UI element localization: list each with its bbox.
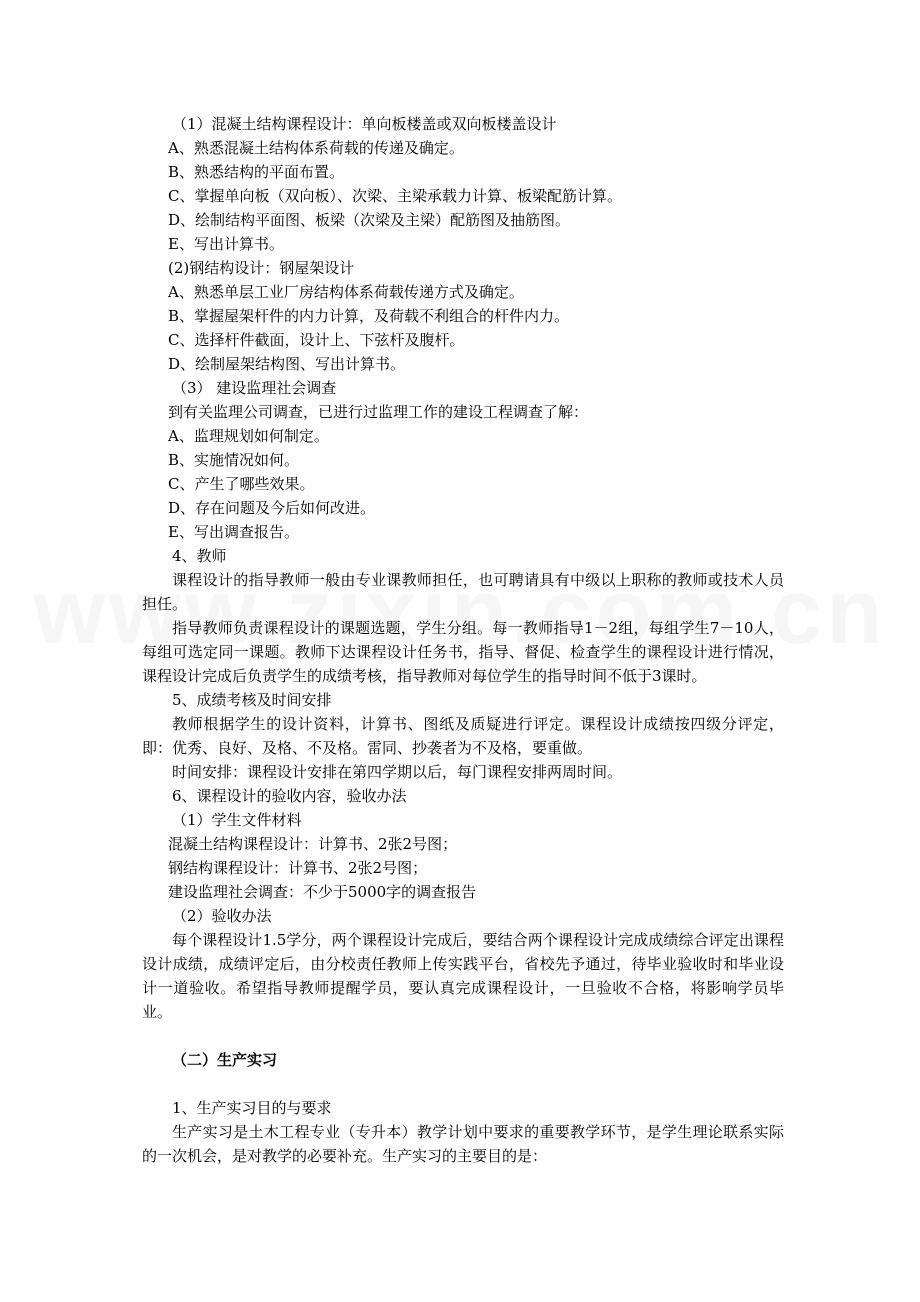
item-steel-b: B、掌握屋架杆件的内力计算，及荷载不利组合的杆件内力。 xyxy=(168,307,570,325)
paragraph-acceptance: 每个课程设计1.5学分，两个课程设计完成后，要结合两个课程设计完成成绩综合评定出课程设计成绩，成绩评定后，由分校责任教师上传实践平台，省校先予通过，待毕业验收时和毕业设计一道验收。希望指导教师提醒学员，要认真完成课程设计，一旦验收不合格，将影响学员毕业。 xyxy=(142,931,784,1021)
section-heading-production-practice: （二）生产实习 xyxy=(172,1051,278,1069)
item-steel-d: D、绘制屋架结构图、写出计算书。 xyxy=(168,355,406,373)
document-body xyxy=(142,112,784,1168)
paragraph-time: 时间安排：课程设计安排在第四学期以后，每门课程安排两周时间。 xyxy=(172,763,623,781)
survey-e: E、写出调查报告。 xyxy=(168,523,299,541)
item-steel-a: A、熟悉单层工业厂房结构体系荷载传递方式及确定。 xyxy=(168,283,524,301)
item-d: D、绘制结构平面图、板梁（次梁及主梁）配筋图及抽筋图。 xyxy=(168,211,571,229)
item-b: B、熟悉结构的平面布置。 xyxy=(168,163,345,181)
subheading-materials: （1）学生文件材料 xyxy=(172,811,302,829)
item-c: C、掌握单向板（双向板）、次梁、主梁承载力计算、板梁配筋计算。 xyxy=(168,187,622,205)
item-supervision-survey: （3） 建设监理社会调查 xyxy=(172,379,337,397)
paragraph-grading: 教师根据学生的设计资料，计算书、图纸及质疑进行评定。课程设计成绩按四级分评定，即：优秀、良好、及格、不及格。雷同、抄袭者为不及格，要重做。 xyxy=(142,715,784,757)
item-e: E、写出计算书。 xyxy=(168,235,284,253)
spacer xyxy=(172,1072,784,1096)
spacer xyxy=(172,1024,784,1048)
heading-grading: 5、成绩考核及时间安排 xyxy=(172,691,332,709)
survey-b: B、实施情况如何。 xyxy=(168,451,300,469)
survey-c: C、产生了哪些效果。 xyxy=(168,475,315,493)
material-survey: 建设监理社会调查：不少于5000字的调查报告 xyxy=(168,883,477,901)
item-steel-c: C、选择杆件截面，设计上、下弦杆及腹杆。 xyxy=(168,331,465,349)
heading-acceptance: 6、课程设计的验收内容，验收办法 xyxy=(172,787,407,805)
material-concrete: 混凝土结构课程设计：计算书、2张2号图； xyxy=(168,835,458,853)
subheading-acceptance-method: （2）验收办法 xyxy=(172,907,272,925)
survey-intro: 到有关监理公司调查，已进行过监理工作的建设工程调查了解： xyxy=(168,403,589,421)
item-steel-design: (2)钢结构设计：钢屋架设计 xyxy=(168,259,355,277)
paragraph-practice: 生产实习是土木工程专业（专升本）教学计划中要求的重要教学环节，是学生理论联系实际的一次机会，是对教学的必要补充。生产实习的主要目的是： xyxy=(142,1123,784,1165)
survey-d: D、存在问题及今后如何改进。 xyxy=(168,499,376,517)
heading-teacher: 4、教师 xyxy=(172,547,227,565)
heading-practice-goals: 1、生产实习目的与要求 xyxy=(172,1099,332,1117)
item-a: A、熟悉混凝土结构体系荷载的传递及确定。 xyxy=(168,139,464,157)
paragraph-teacher-2: 指导教师负责课程设计的课题选题，学生分组。每一教师指导1－2组，每组学生7－10人，每组可选定同一课题。教师下达课程设计任务书，指导、督促、检查学生的课程设计进行情况，课程设计完成后负责学生的成绩考核，指导教师对每位学生的指导时间不低于3课时。 xyxy=(142,619,784,685)
survey-a: A、监理规划如何制定。 xyxy=(168,427,329,445)
paragraph-teacher-1: 课程设计的指导教师一般由专业课教师担任，也可聘请具有中级以上职称的教师或技术人员担任。 xyxy=(142,571,784,613)
material-steel: 钢结构课程设计：计算书、2张2号图； xyxy=(168,859,428,877)
item-concrete-design: （1）混凝土结构课程设计：单向板楼盖或双向板楼盖设计 xyxy=(172,115,557,133)
